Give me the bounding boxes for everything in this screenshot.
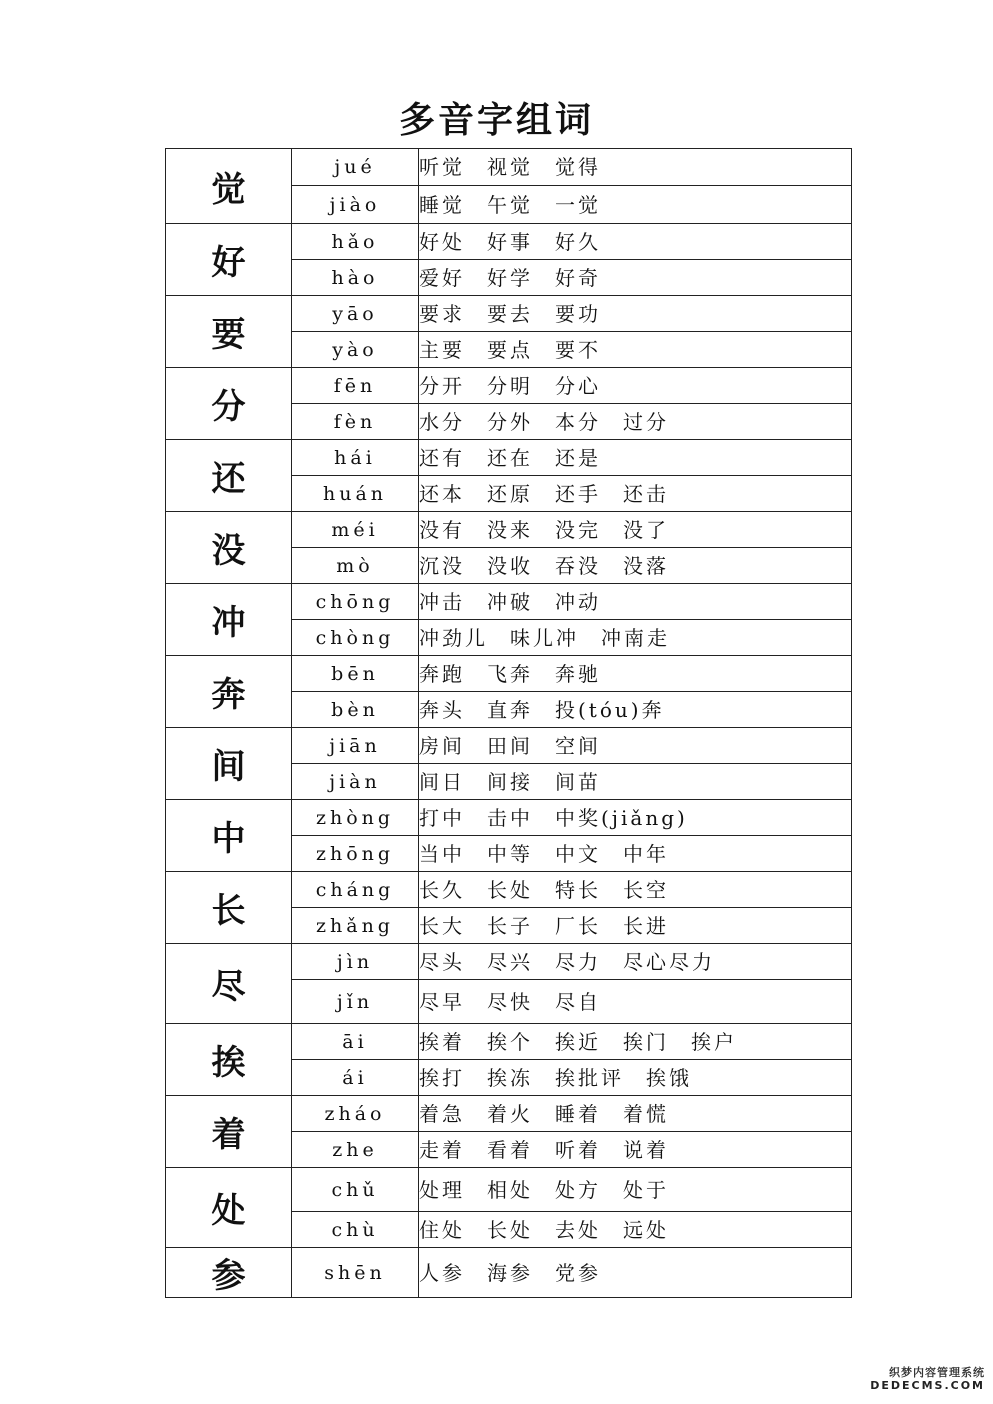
example-word: 尽心尽力 — [623, 949, 715, 974]
pinyin-reading: shēn — [292, 1248, 419, 1298]
example-word: 长子 — [487, 913, 533, 938]
example-word: 还击 — [623, 481, 669, 506]
example-word: 挨户 — [691, 1029, 737, 1054]
example-word: 挨着 — [419, 1029, 465, 1054]
word-list — [419, 980, 852, 1024]
example-word: 吞没 — [555, 553, 601, 578]
table-row — [166, 1024, 852, 1060]
polyphone-character: 没 — [166, 512, 292, 584]
polyphone-character: 中 — [166, 800, 292, 872]
example-word: 还本 — [419, 481, 465, 506]
pinyin-reading: hái — [292, 440, 419, 476]
polyphone-character: 觉 — [166, 149, 292, 224]
word-list — [419, 908, 852, 944]
example-word: 尽头 — [419, 949, 465, 974]
pinyin-reading: fèn — [292, 404, 419, 440]
word-list — [419, 656, 852, 692]
table-row — [166, 368, 852, 404]
word-list — [419, 1096, 852, 1132]
table-row — [166, 656, 852, 692]
word-list — [419, 944, 852, 980]
pinyin-reading: huán — [292, 476, 419, 512]
pinyin-reading: yào — [292, 332, 419, 368]
example-word: 尽力 — [555, 949, 601, 974]
pinyin-reading: āi — [292, 1024, 419, 1060]
example-word: 走着 — [419, 1137, 465, 1162]
example-word: 水分 — [419, 409, 465, 434]
example-word: 厂长 — [555, 913, 601, 938]
example-word: 冲南走 — [601, 625, 670, 650]
example-word: 相处 — [487, 1177, 533, 1202]
word-list — [419, 260, 852, 296]
example-word: 沉没 — [419, 553, 465, 578]
word-list — [419, 800, 852, 836]
example-word: 冲劲儿 — [419, 625, 488, 650]
example-word: 分外 — [487, 409, 533, 434]
example-word: 要功 — [555, 301, 601, 326]
polyphone-character: 尽 — [166, 944, 292, 1024]
example-word: 奔跑 — [419, 661, 465, 686]
word-list — [419, 836, 852, 872]
example-word: 分心 — [555, 373, 601, 398]
word-list — [419, 692, 852, 728]
word-list — [419, 368, 852, 404]
word-list — [419, 548, 852, 584]
pinyin-reading: ái — [292, 1060, 419, 1096]
example-word: 没了 — [623, 517, 669, 542]
word-list — [419, 224, 852, 260]
example-word: 睡觉 — [419, 192, 465, 217]
example-word: 觉得 — [555, 155, 601, 179]
example-word: 挨个 — [487, 1029, 533, 1054]
pinyin-reading: jiān — [292, 728, 419, 764]
example-word: 着火 — [487, 1101, 533, 1126]
example-word: 中年 — [623, 841, 669, 866]
table-row — [166, 1248, 852, 1298]
example-word: 长进 — [623, 913, 669, 938]
example-word: 没落 — [623, 553, 669, 578]
pinyin-reading: bèn — [292, 692, 419, 728]
word-list — [419, 584, 852, 620]
example-word: 还有 — [419, 445, 465, 470]
example-word: 要求 — [419, 301, 465, 326]
pinyin-reading: zhǎng — [292, 908, 419, 944]
page-title: 多音字组词 — [398, 99, 594, 141]
example-word: 打中 — [419, 805, 465, 830]
example-word: 间日 — [419, 769, 465, 794]
example-word: 投(tóu)奔 — [555, 697, 665, 722]
example-word: 间接 — [487, 769, 533, 794]
table-row — [166, 1168, 852, 1212]
example-word: 好处 — [419, 229, 465, 254]
pinyin-reading: yāo — [292, 296, 419, 332]
word-list — [419, 1212, 852, 1248]
polyphone-character: 长 — [166, 872, 292, 944]
example-word: 空间 — [555, 733, 601, 758]
example-word: 过分 — [623, 409, 669, 434]
word-list — [419, 1132, 852, 1168]
example-word: 味儿冲 — [510, 625, 579, 650]
polyphone-character: 奔 — [166, 656, 292, 728]
word-list — [419, 512, 852, 548]
pinyin-reading: jiàn — [292, 764, 419, 800]
polyphone-character: 参 — [166, 1248, 292, 1298]
pinyin-reading: chǔ — [292, 1168, 419, 1212]
example-word: 冲击 — [419, 589, 465, 614]
example-word: 海参 — [487, 1260, 533, 1285]
example-word: 尽早 — [419, 989, 465, 1014]
example-word: 尽快 — [487, 989, 533, 1014]
word-list — [419, 296, 852, 332]
word-list — [419, 404, 852, 440]
example-word: 人参 — [419, 1260, 465, 1285]
table-row — [166, 872, 852, 908]
example-word: 要点 — [487, 337, 533, 362]
word-list — [419, 1024, 852, 1060]
pinyin-reading: zháo — [292, 1096, 419, 1132]
polyphone-table — [165, 148, 852, 1298]
pinyin-reading: zhe — [292, 1132, 419, 1168]
example-word: 当中 — [419, 841, 465, 866]
watermark — [870, 1366, 985, 1392]
polyphone-character: 要 — [166, 296, 292, 368]
table-row — [166, 296, 852, 332]
example-word: 长大 — [419, 913, 465, 938]
watermark-line2: DEDECMS.COM — [870, 1379, 985, 1392]
pinyin-reading: fēn — [292, 368, 419, 404]
pinyin-reading: hǎo — [292, 224, 419, 260]
pinyin-reading: jiào — [292, 186, 419, 224]
pinyin-reading: hào — [292, 260, 419, 296]
example-word: 还原 — [487, 481, 533, 506]
polyphone-character: 分 — [166, 368, 292, 440]
pinyin-reading: chōng — [292, 584, 419, 620]
pinyin-reading: mò — [292, 548, 419, 584]
table-row — [166, 512, 852, 548]
word-list — [419, 728, 852, 764]
example-word: 午觉 — [487, 192, 533, 217]
example-word: 处方 — [555, 1177, 601, 1202]
polyphone-character: 好 — [166, 224, 292, 296]
example-word: 好学 — [487, 265, 533, 290]
example-word: 还在 — [487, 445, 533, 470]
example-word: 飞奔 — [487, 661, 533, 686]
example-word: 一觉 — [555, 192, 601, 217]
example-word: 分明 — [487, 373, 533, 398]
pinyin-reading: chù — [292, 1212, 419, 1248]
example-word: 房间 — [419, 733, 465, 758]
example-word: 中奖(jiǎng) — [555, 805, 688, 830]
example-word: 处于 — [623, 1177, 669, 1202]
example-word: 好奇 — [555, 265, 601, 290]
pinyin-reading: bēn — [292, 656, 419, 692]
pinyin-reading: méi — [292, 512, 419, 548]
example-word: 分开 — [419, 373, 465, 398]
pinyin-reading: zhōng — [292, 836, 419, 872]
table-row — [166, 944, 852, 980]
example-word: 冲动 — [555, 589, 601, 614]
example-word: 中等 — [487, 841, 533, 866]
example-word: 挨冻 — [487, 1065, 533, 1090]
pinyin-reading: cháng — [292, 872, 419, 908]
example-word: 挨批评 — [555, 1065, 624, 1090]
example-word: 着慌 — [623, 1101, 669, 1126]
example-word: 田间 — [487, 733, 533, 758]
word-list — [419, 476, 852, 512]
pinyin-reading: jǐn — [292, 980, 419, 1024]
polyphone-character: 间 — [166, 728, 292, 800]
example-word: 尽自 — [555, 989, 601, 1014]
word-list — [419, 1248, 852, 1298]
example-word: 特长 — [555, 877, 601, 902]
polyphone-table-body — [166, 149, 852, 1298]
example-word: 着急 — [419, 1101, 465, 1126]
table-row — [166, 800, 852, 836]
table-row — [166, 149, 852, 186]
example-word: 好事 — [487, 229, 533, 254]
polyphone-character: 处 — [166, 1168, 292, 1248]
example-word: 长空 — [623, 877, 669, 902]
example-word: 中文 — [555, 841, 601, 866]
word-list — [419, 440, 852, 476]
example-word: 直奔 — [487, 697, 533, 722]
example-word: 说着 — [623, 1137, 669, 1162]
example-word: 还手 — [555, 481, 601, 506]
example-word: 没来 — [487, 517, 533, 542]
example-word: 长久 — [419, 877, 465, 902]
example-word: 奔头 — [419, 697, 465, 722]
example-word: 爱好 — [419, 265, 465, 290]
example-word: 奔驰 — [555, 661, 601, 686]
example-word: 还是 — [555, 445, 601, 470]
example-word: 击中 — [487, 805, 533, 830]
example-word: 挨门 — [623, 1029, 669, 1054]
pinyin-reading: chòng — [292, 620, 419, 656]
example-word: 视觉 — [487, 155, 533, 179]
example-word: 冲破 — [487, 589, 533, 614]
example-word: 远处 — [623, 1217, 669, 1242]
table-row — [166, 440, 852, 476]
word-list — [419, 620, 852, 656]
table-row — [166, 224, 852, 260]
word-list — [419, 1060, 852, 1096]
example-word: 要不 — [555, 337, 601, 362]
example-word: 没有 — [419, 517, 465, 542]
example-word: 处理 — [419, 1177, 465, 1202]
polyphone-character: 冲 — [166, 584, 292, 656]
example-word: 挨饿 — [646, 1065, 692, 1090]
example-word: 住处 — [419, 1217, 465, 1242]
pinyin-reading: jué — [292, 149, 419, 186]
word-list — [419, 186, 852, 224]
word-list — [419, 1168, 852, 1212]
example-word: 尽兴 — [487, 949, 533, 974]
watermark-line1: 织梦内容管理系统 — [889, 1366, 985, 1379]
example-word: 好久 — [555, 229, 601, 254]
table-row — [166, 1096, 852, 1132]
example-word: 长处 — [487, 1217, 533, 1242]
example-word: 长处 — [487, 877, 533, 902]
example-word: 去处 — [555, 1217, 601, 1242]
example-word: 没完 — [555, 517, 601, 542]
table-row — [166, 584, 852, 620]
example-word: 没收 — [487, 553, 533, 578]
example-word: 看着 — [487, 1137, 533, 1162]
word-list — [419, 872, 852, 908]
example-word: 党参 — [555, 1260, 601, 1285]
example-word: 挨打 — [419, 1065, 465, 1090]
word-list — [419, 764, 852, 800]
polyphone-character: 着 — [166, 1096, 292, 1168]
example-word: 听着 — [555, 1137, 601, 1162]
pinyin-reading: zhòng — [292, 800, 419, 836]
example-word: 主要 — [419, 337, 465, 362]
example-word: 听觉 — [419, 155, 465, 179]
example-word: 间苗 — [555, 769, 601, 794]
polyphone-character: 挨 — [166, 1024, 292, 1096]
example-word: 本分 — [555, 409, 601, 434]
table-row — [166, 728, 852, 764]
example-word: 睡着 — [555, 1101, 601, 1126]
example-word: 挨近 — [555, 1029, 601, 1054]
word-list — [419, 149, 852, 186]
pinyin-reading: jìn — [292, 944, 419, 980]
example-word: 要去 — [487, 301, 533, 326]
word-list — [419, 332, 852, 368]
polyphone-character: 还 — [166, 440, 292, 512]
